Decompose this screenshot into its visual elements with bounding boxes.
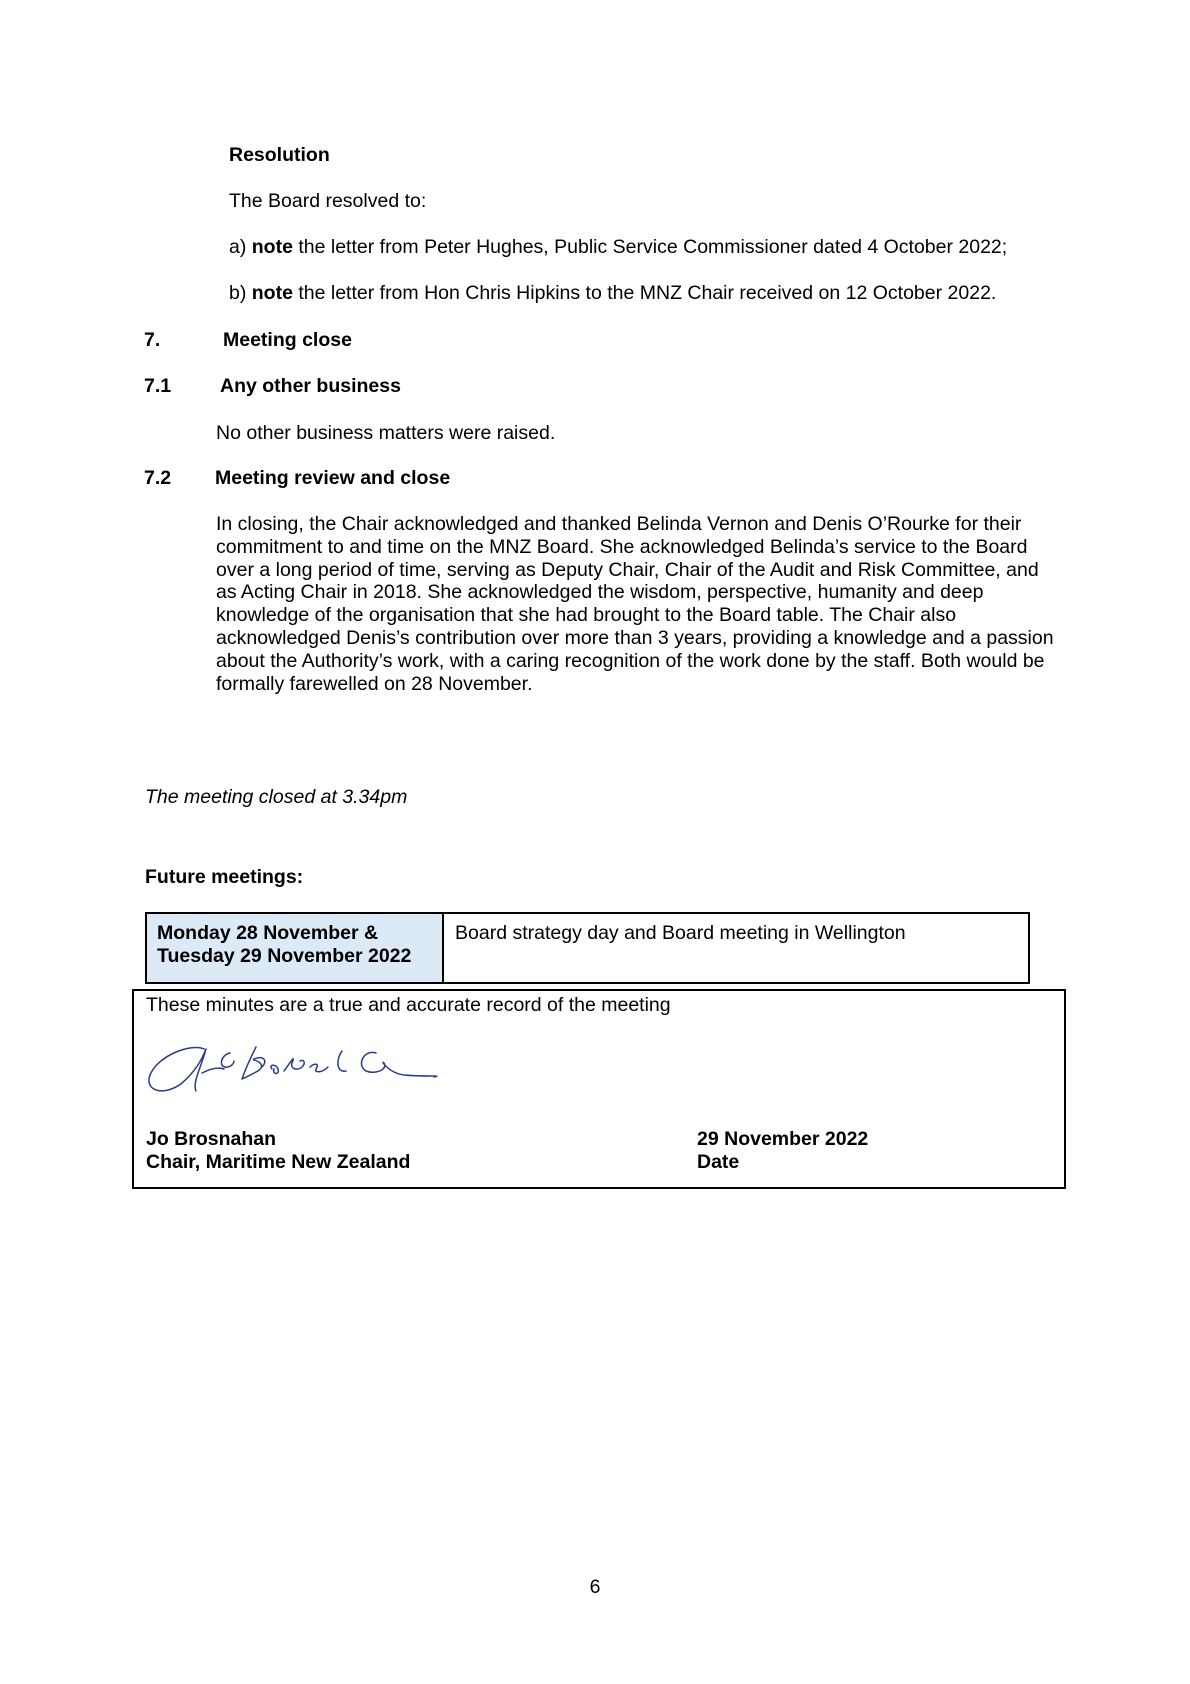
handwritten-signature-icon <box>144 1033 444 1108</box>
signatory-title: Chair, Maritime New Zealand <box>146 1151 411 1173</box>
signature-date-value: 29 November 2022 <box>697 1128 869 1150</box>
future-meetings-heading: Future meetings: <box>145 866 304 888</box>
section-title: Meeting close <box>223 329 352 351</box>
resolution-item-prefix: a) <box>229 236 252 258</box>
subsection-body: No other business matters were raised. <box>216 422 556 444</box>
resolution-item-verb: note <box>251 282 293 304</box>
resolution-item-verb: note <box>251 236 293 258</box>
subsection-number: 7.1 <box>144 375 172 397</box>
section-number: 7. <box>144 329 161 351</box>
subsection-number: 7.2 <box>144 467 172 489</box>
future-meeting-description: Board strategy day and Board meeting in Wellington <box>455 922 906 944</box>
record-statement: These minutes are a true and accurate record of the meeting <box>146 994 671 1016</box>
future-meetings-table <box>145 912 1030 984</box>
page-number: 6 <box>589 1576 601 1598</box>
subsection-title: Meeting review and close <box>215 467 451 489</box>
signature-date-label: Date <box>697 1151 740 1173</box>
resolution-item-text: the letter from Peter Hughes, Public Service Commissioner dated 4 October 2022; <box>292 236 1008 258</box>
subsection-title: Any other business <box>220 375 401 397</box>
resolution-intro: The Board resolved to: <box>229 190 427 212</box>
meeting-closed-note: The meeting closed at 3.34pm <box>145 786 408 808</box>
future-meeting-date-line2: Tuesday 29 November 2022 <box>157 944 412 967</box>
future-meeting-date-cell <box>147 914 444 982</box>
meeting-review-paragraph: In closing, the Chair acknowledged and thanked Belinda Vernon and Denis O’Rourke for their commitment to and time on the MNZ Board. She acknowledged Belinda’s service to the Board over a long period of time, serving as Deputy Chair, Chair of the Audit and Risk Committee, and as Acting Chair in 2018. She acknowledged the wisdom, perspective, humanity and deep knowledge of the organisation that she had brought to the Board table. The Chair also acknowledged Denis’s contribution over more than 3 years, providing a knowledge and a passion about the Authority’s work, with a caring recognition of the work done by the staff. Both would be formally farewelled on 28 November. <box>216 513 1054 695</box>
signatory-name: Jo Brosnahan <box>146 1128 277 1150</box>
resolution-item-b <box>229 282 996 305</box>
resolution-item-text: the letter from Hon Chris Hipkins to the MNZ Chair received on 12 October 2022. <box>292 282 997 304</box>
minutes-record-box <box>132 989 1066 1189</box>
resolution-heading: Resolution <box>229 144 330 166</box>
future-meeting-date-line1: Monday 28 November & <box>157 922 379 944</box>
resolution-item-prefix: b) <box>229 282 252 304</box>
resolution-item-a <box>229 236 1007 259</box>
